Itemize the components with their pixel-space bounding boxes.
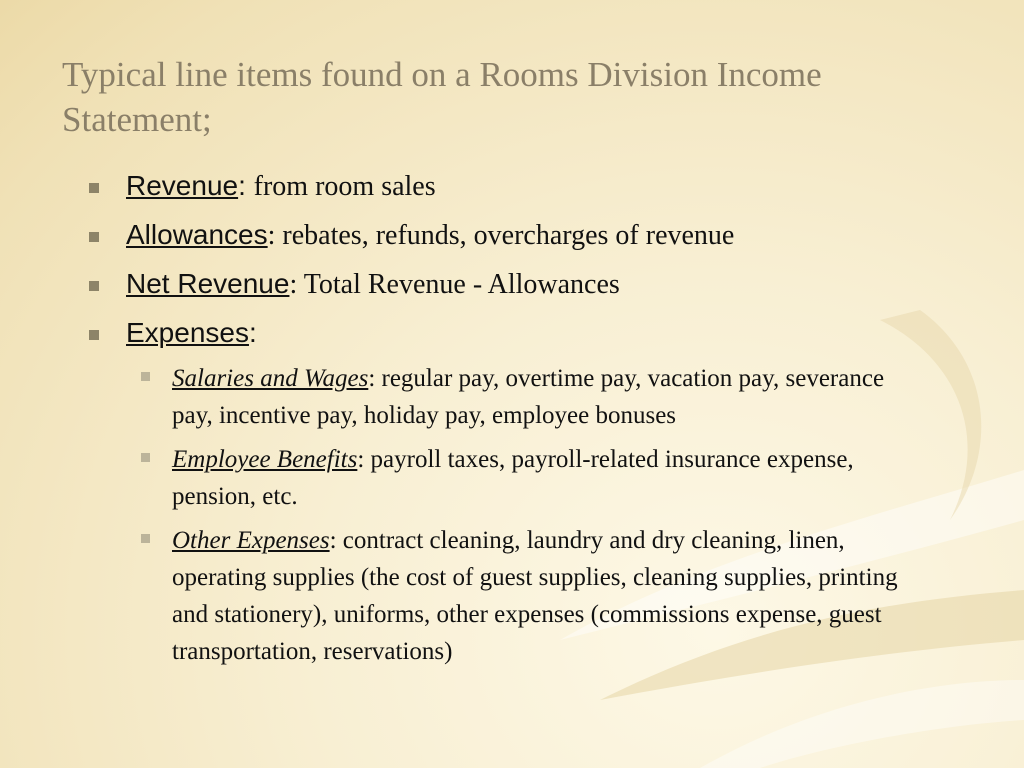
slide-title: Typical line items found on a Rooms Division Income Statement;: [62, 55, 822, 139]
list-item-revenue: Revenue: from room sales: [84, 166, 914, 215]
sub-item-salaries-and-wages: [84, 360, 914, 434]
list-item-expenses: Expenses:: [84, 313, 914, 360]
term-revenue: Revenue: [126, 170, 239, 201]
term-expenses: Expenses: [126, 317, 249, 348]
list-item-allowances: Allowances: rebates, refunds, overcharges of revenue: [84, 215, 914, 264]
square-bullet-icon: [141, 453, 150, 462]
sub-item-employee-benefits: [84, 441, 914, 515]
square-bullet-icon: [89, 183, 99, 193]
sub-item-other-expenses: [84, 522, 914, 670]
desc-allowances: rebates, refunds, overcharges of revenue: [282, 220, 735, 251]
desc-net-revenue: Total Revenue - Allowances: [303, 269, 620, 300]
square-bullet-icon: [89, 330, 99, 340]
square-bullet-icon: [141, 372, 150, 381]
square-bullet-icon: [89, 232, 99, 242]
term-other-expenses: Other Expenses: [172, 527, 330, 554]
desc-employee-benefits: : payroll taxes, payroll-related insurance expense, pension, etc.: [172, 446, 854, 510]
desc-revenue: from room sales: [253, 171, 436, 202]
term-net-revenue: Net Revenue: [126, 268, 290, 299]
desc-other-expenses: : contract cleaning, laundry and dry cleaning, linen, operating supplies (the cost of guest supplies, cleaning supplies, printing and stationery), uniforms, other expenses (commissions expense, guest transportation, reservations): [172, 527, 898, 665]
square-bullet-icon: [89, 281, 99, 291]
term-salaries-and-wages: Salaries and Wages: [172, 365, 369, 392]
term-allowances: Allowances: [126, 219, 268, 250]
desc-salaries-and-wages: : regular pay, overtime pay, vacation pay, severance pay, incentive pay, holiday pay, employee bonuses: [172, 365, 885, 429]
bullet-list: [84, 166, 914, 677]
list-item-net-revenue: Net Revenue: Total Revenue - Allowances: [84, 264, 914, 313]
square-bullet-icon: [141, 534, 150, 543]
term-employee-benefits: Employee Benefits: [172, 446, 358, 473]
